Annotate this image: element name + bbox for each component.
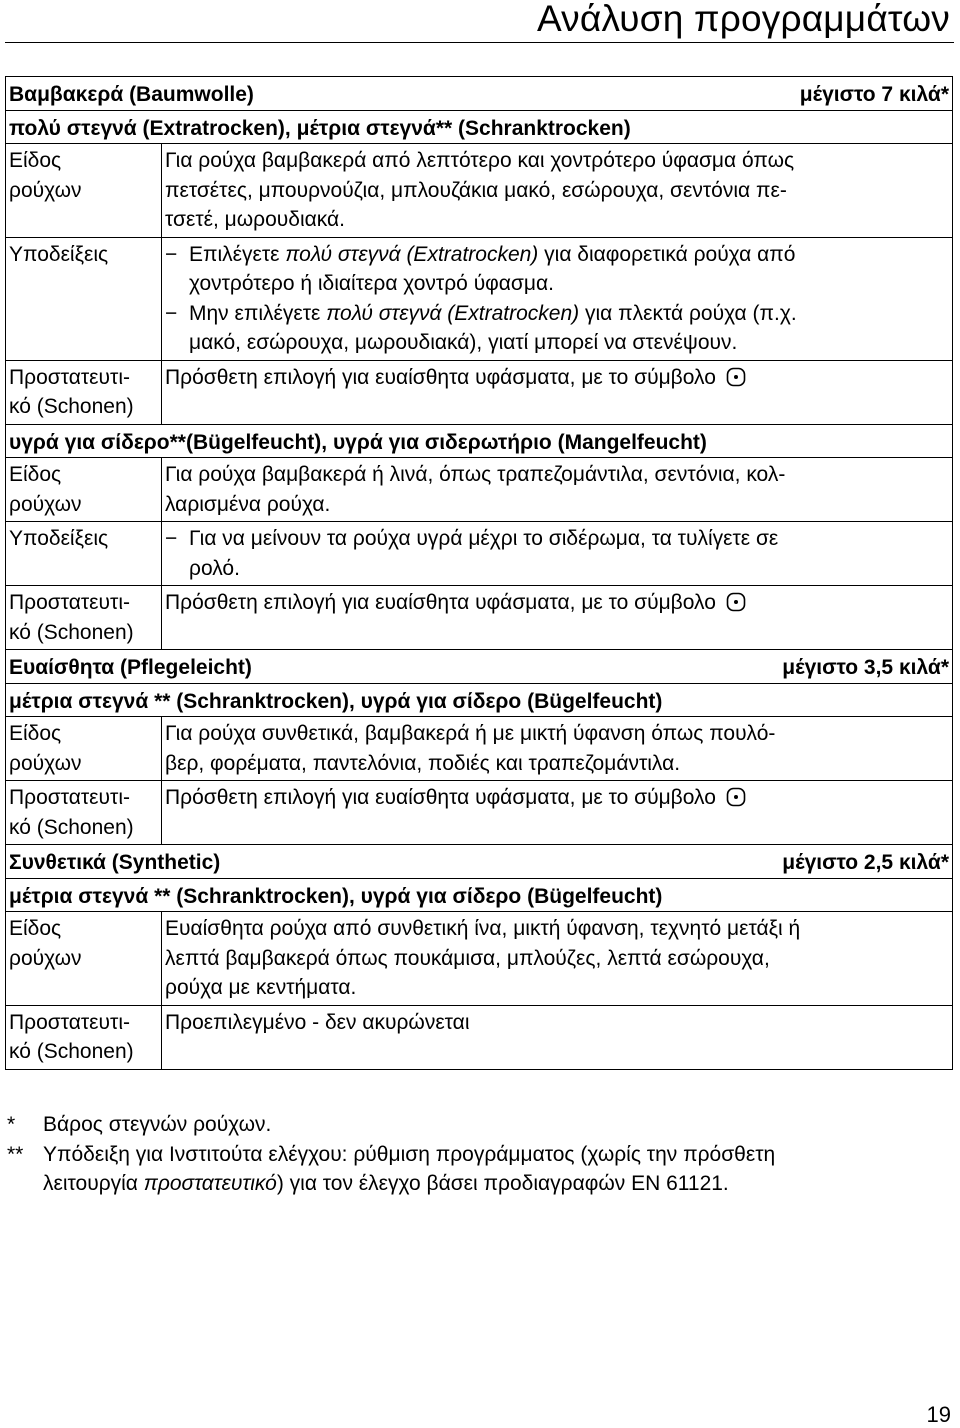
fabric-label: Είδος ρούχων xyxy=(6,144,162,238)
max-load-synthetic: μέγιστο 2,5 κιλά* xyxy=(782,851,949,874)
protective-description: Πρόσθετη επιλογή για ευαίσθητα υφάσματα, με το σύμβολο xyxy=(162,781,953,845)
program-options-easycare: μέτρια στεγνά ** (Schranktrocken), υγρά για σίδερο (Bügelfeucht) xyxy=(6,683,953,717)
protective-label: Προστατευτι- κό (Schonen) xyxy=(6,1005,162,1069)
synthetic-protective-row xyxy=(6,1005,953,1069)
fabric-description: Για ρούχα βαμβακερά από λεπτότερο και χοντρότερο ύφασμα όπως πετσέτες, μπουρνούζια, μπλουζάκια μακό, εσώρουχα, σεντόνια πε- τσετέ, μωρουδιακά. xyxy=(162,144,953,238)
program-options-cotton-damp: υγρά για σίδερο**(Bügelfeucht), υγρά για σιδερωτήριο (Mangelfeucht) xyxy=(6,424,953,458)
cotton-header-row xyxy=(6,77,953,111)
footnote-test-institutes: ** Υπόδειξη για Ινστιτούτα ελέγχου: ρύθμιση προγράμματος (χωρίς την πρόσθετη λειτουργία προστατευτικό) για τον έλεγχο βάσει προδιαγραφών EN 61121. xyxy=(7,1142,776,1195)
program-table xyxy=(5,76,953,1070)
cotton-sub1-row xyxy=(6,110,953,144)
section-title-cotton: Βαμβακερά (Baumwolle) xyxy=(9,83,254,106)
max-load-cotton: μέγιστο 7 κιλά* xyxy=(799,83,949,106)
cotton-sub1-fabric-row xyxy=(6,144,953,238)
cotton-sub1-hints-row xyxy=(6,237,953,360)
cotton-sub2-fabric-row xyxy=(6,458,953,522)
title-divider xyxy=(5,42,954,43)
fabric-description: Ευαίσθητα ρούχα από συνθετική ίνα, μικτή ύφανση, τεχνητό μετάξι ή λεπτά βαμβακερά όπως πουκάμισα, μπλούζες, λεπτά εσώρουχα, ρούχα με κεντήματα. xyxy=(162,912,953,1006)
fabric-label: Είδος ρούχων xyxy=(6,458,162,522)
easycare-fabric-row xyxy=(6,717,953,781)
synthetic-header-row xyxy=(6,845,953,879)
cotton-header xyxy=(6,77,953,111)
protective-care-icon xyxy=(726,787,746,807)
page-number: 19 xyxy=(926,1402,951,1427)
synthetic-fabric-row xyxy=(6,912,953,1006)
hints-label: Υποδείξεις xyxy=(6,237,162,360)
easycare-header-row xyxy=(6,650,953,684)
fabric-label: Είδος ρούχων xyxy=(6,717,162,781)
hint-item: − Επιλέγετε πολύ στεγνά (Extratrocken) για διαφορετικά ρούχα από χοντρότερο ή ιδιαίτερα χοντρό ύφασμα. xyxy=(165,242,796,295)
cotton-sub2-hints-row xyxy=(6,522,953,586)
fabric-description: Για ρούχα συνθετικά, βαμβακερά ή με μικτή ύφανση όπως πουλό- βερ, φορέματα, παντελόνια, ποδιές και τραπεζομάντιλα. xyxy=(162,717,953,781)
protective-description: Προεπιλεγμένο - δεν ακυρώνεται xyxy=(162,1005,953,1069)
max-load-easycare: μέγιστο 3,5 κιλά* xyxy=(782,656,949,679)
protective-label: Προστατευτι- κό (Schonen) xyxy=(6,586,162,650)
program-options-synthetic: μέτρια στεγνά ** (Schranktrocken), υγρά για σίδερο (Bügelfeucht) xyxy=(6,878,953,912)
hint-item: − Μην επιλέγετε πολύ στεγνά (Extratrocken) για πλεκτά ρούχα (π.χ. μακό, εσώρουχα, μωρουδιακά), γιατί μπορεί να στενέψουν. xyxy=(165,301,797,354)
hints-list xyxy=(162,522,953,586)
hints-label: Υποδείξεις xyxy=(6,522,162,586)
cotton-sub2-row xyxy=(6,424,953,458)
protective-label: Προστατευτι- κό (Schonen) xyxy=(6,781,162,845)
synthetic-header xyxy=(6,845,953,879)
program-options-cotton-dry: πολύ στεγνά (Extratrocken), μέτρια στεγνά** (Schranktrocken) xyxy=(6,110,953,144)
protective-label: Προστατευτι- κό (Schonen) xyxy=(6,360,162,424)
protective-description: Πρόσθετη επιλογή για ευαίσθητα υφάσματα, με το σύμβολο xyxy=(162,360,953,424)
section-title-easycare: Ευαίσθητα (Pflegeleicht) xyxy=(9,656,252,679)
hint-item: − Για να μείνουν τα ρούχα υγρά μέχρι το σιδέρωμα, τα τυλίγετε σε ρολό. xyxy=(165,527,779,580)
easycare-header xyxy=(6,650,953,684)
fabric-description: Για ρούχα βαμβακερά ή λινά, όπως τραπεζομάντιλα, σεντόνια, κολ- λαρισμένα ρούχα. xyxy=(162,458,953,522)
easycare-protective-row xyxy=(6,781,953,845)
cotton-sub1-protective-row xyxy=(6,360,953,424)
footnote-weight: * Βάρος στεγνών ρούχων. xyxy=(7,1113,272,1136)
cotton-sub2-protective-row xyxy=(6,586,953,650)
easycare-sub-row xyxy=(6,683,953,717)
hints-list xyxy=(162,237,953,360)
synthetic-sub-row xyxy=(6,878,953,912)
section-title-synthetic: Συνθετικά (Synthetic) xyxy=(9,851,221,874)
protective-care-icon xyxy=(726,367,746,387)
page-title: Ανάλυση προγραμμάτων xyxy=(536,0,950,39)
fabric-label: Είδος ρούχων xyxy=(6,912,162,1006)
footnotes xyxy=(7,1110,952,1199)
protective-description: Πρόσθετη επιλογή για ευαίσθητα υφάσματα, με το σύμβολο xyxy=(162,586,953,650)
protective-care-icon xyxy=(726,592,746,612)
